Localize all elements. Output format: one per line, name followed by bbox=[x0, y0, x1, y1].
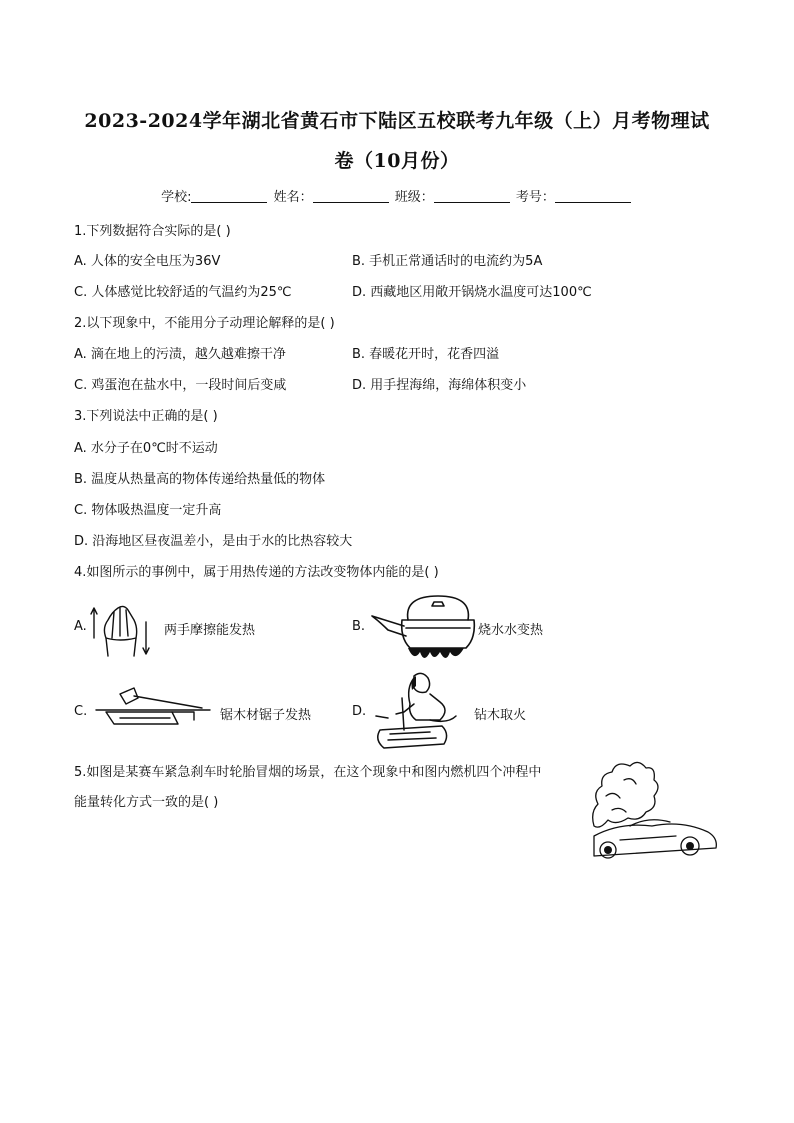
question-5-stem-line2: 能量转化方式一致的是( ) bbox=[74, 795, 219, 810]
name-blank[interactable] bbox=[313, 190, 389, 203]
exam-title-line2: 卷（10月份） bbox=[334, 150, 460, 172]
question-2-option-c[interactable]: C. 鸡蛋泡在盐水中，一段时间后变咸 bbox=[74, 378, 287, 393]
question-4-option-a-caption[interactable]: 两手摩擦能发热 bbox=[164, 623, 256, 638]
question-1-option-c[interactable]: C. 人体感觉比较舒适的气温约为25℃ bbox=[74, 285, 292, 300]
question-1-option-d[interactable]: D. 西藏地区用敞开锅烧水温度可达100℃ bbox=[352, 285, 592, 300]
question-4-option-d-letter[interactable]: D. bbox=[352, 704, 367, 719]
question-4-option-c-caption[interactable]: 锯木材锯子发热 bbox=[220, 708, 312, 723]
question-3-option-d[interactable]: D. 沿海地区昼夜温差小，是由于水的比热容较大 bbox=[74, 534, 353, 549]
school-label: 学校: bbox=[161, 190, 192, 205]
rubbing-hands-icon bbox=[90, 598, 152, 660]
name-label: 姓名： bbox=[273, 190, 313, 205]
number-blank[interactable] bbox=[555, 190, 631, 203]
exam-title-line1: 2023-2024学年湖北省黄石市下陆区五校联考九年级（上）月考物理试 bbox=[84, 110, 710, 132]
question-1-stem: 1.下列数据符合实际的是( ) bbox=[74, 224, 231, 239]
class-label: 班级： bbox=[394, 190, 434, 205]
question-2-stem: 2.以下现象中，不能用分子动理论解释的是( ) bbox=[74, 316, 335, 331]
drilling-fire-icon bbox=[370, 668, 466, 754]
question-4-option-b-caption[interactable]: 烧水水变热 bbox=[478, 623, 544, 638]
race-car-smoke-icon bbox=[590, 756, 722, 868]
question-4-option-b-letter[interactable]: B. bbox=[352, 619, 366, 634]
class-blank[interactable] bbox=[434, 190, 510, 203]
school-blank[interactable] bbox=[191, 190, 267, 203]
question-1-option-a[interactable]: A. 人体的安全电压为36V bbox=[74, 254, 221, 269]
question-4-option-d-caption[interactable]: 钻木取火 bbox=[474, 708, 527, 723]
question-3-stem: 3.下列说法中正确的是( ) bbox=[74, 409, 218, 424]
question-5-stem-line1: 5.如图是某赛车紧急刹车时轮胎冒烟的场景，在这个现象中和图内燃机四个冲程中 bbox=[74, 765, 542, 780]
question-4-option-c-letter[interactable]: C. bbox=[74, 704, 88, 719]
question-3-option-a[interactable]: A. 水分子在0℃时不运动 bbox=[74, 441, 218, 456]
question-1-option-b[interactable]: B. 手机正常通话时的电流约为5A bbox=[352, 254, 543, 269]
question-2-option-a[interactable]: A. 滴在地上的污渍，越久越难擦干净 bbox=[74, 347, 286, 362]
question-3-option-b[interactable]: B. 温度从热量高的物体传递给热量低的物体 bbox=[74, 472, 326, 487]
kettle-icon bbox=[368, 592, 476, 664]
question-2-option-b[interactable]: B. 春暖花开时，花香四溢 bbox=[352, 347, 500, 362]
question-4-option-a-letter[interactable]: A. bbox=[74, 619, 87, 634]
question-3-option-c[interactable]: C. 物体吸热温度一定升高 bbox=[74, 503, 222, 518]
question-2-option-d[interactable]: D. 用手捏海绵，海绵体积变小 bbox=[352, 378, 527, 393]
saw-icon bbox=[90, 684, 216, 730]
question-4-stem: 4.如图所示的事例中，属于用热传递的方法改变物体内能的是( ) bbox=[74, 565, 439, 580]
number-label: 考号： bbox=[515, 190, 555, 205]
student-info-row bbox=[0, 186, 794, 205]
